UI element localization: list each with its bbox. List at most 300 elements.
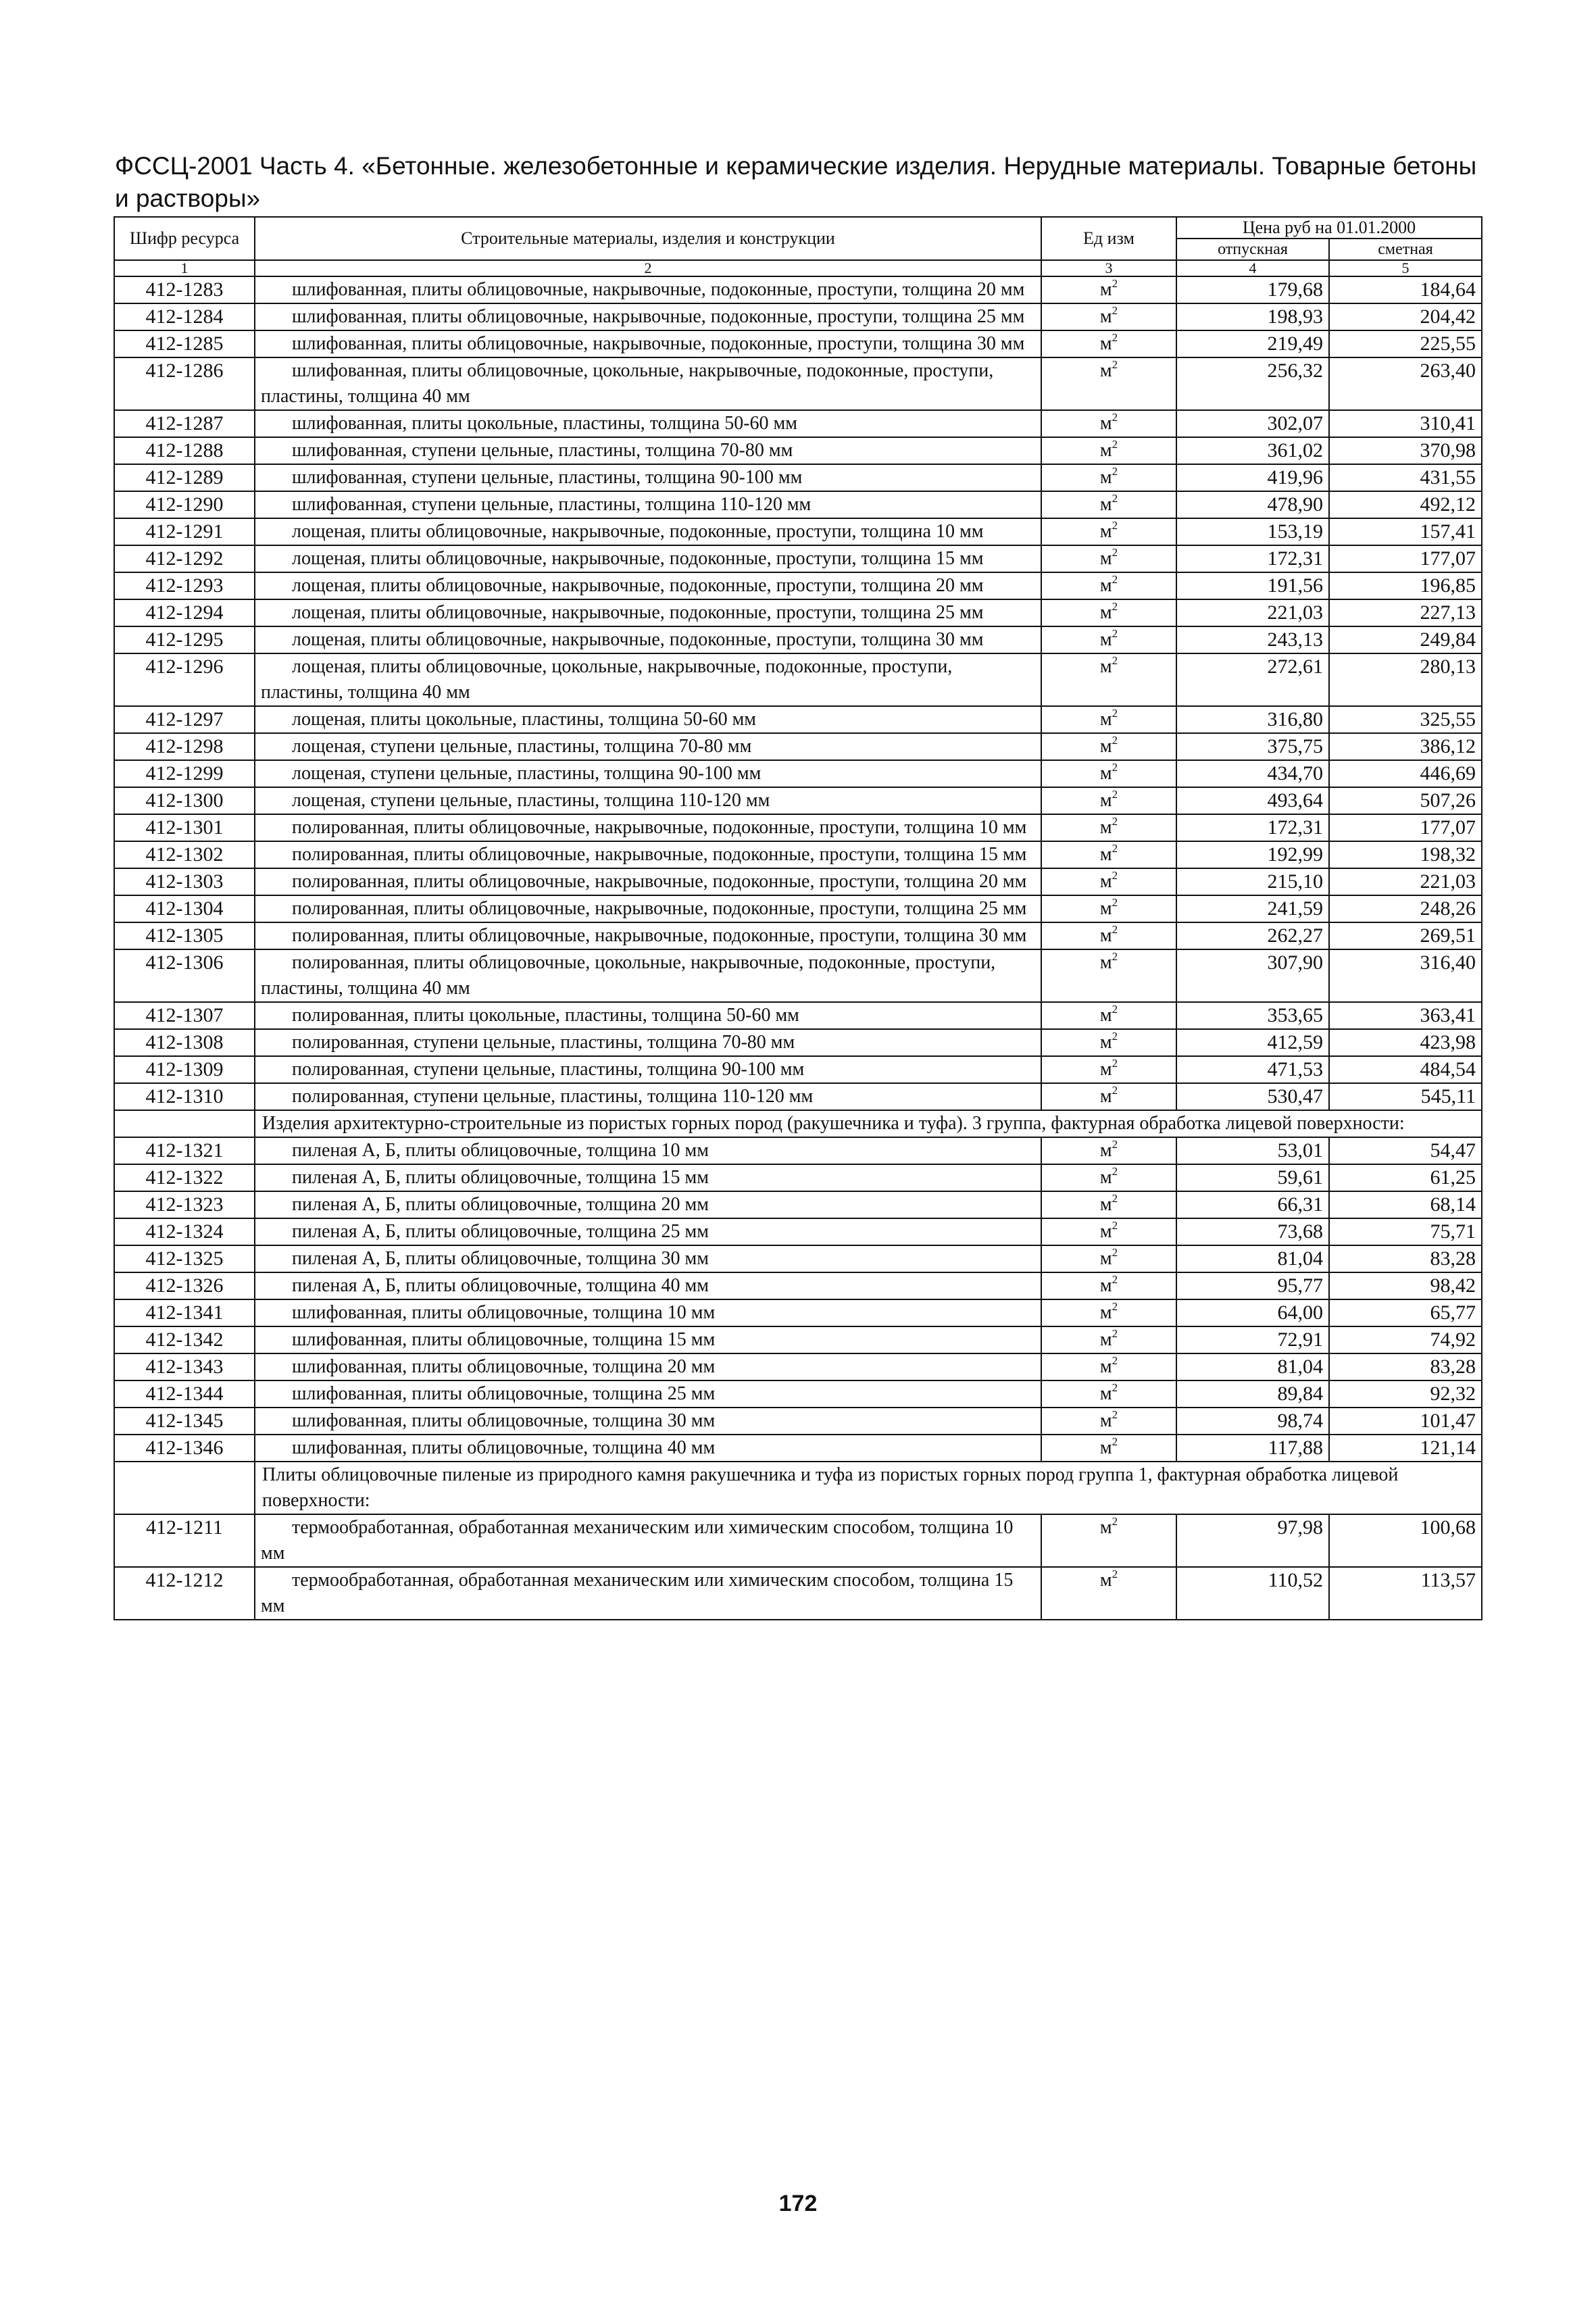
material-name: шлифованная, плиты облицовочные, толщина 10 мм (255, 1299, 1041, 1326)
unit-cell (1041, 1191, 1176, 1218)
unit-symbol: м (1099, 521, 1112, 542)
unit-symbol: м (1099, 1086, 1112, 1107)
section-code-cell (114, 1110, 255, 1137)
table-row (114, 491, 1482, 518)
resource-code: 412-1307 (114, 1002, 255, 1029)
table-row (114, 1272, 1482, 1299)
price-estimate: 74,92 (1329, 1326, 1482, 1353)
table-row (114, 1164, 1482, 1191)
unit-symbol: м (1099, 1167, 1112, 1188)
price-estimate: 68,14 (1329, 1191, 1482, 1218)
column-number: 4 (1176, 260, 1329, 276)
price-release: 53,01 (1176, 1137, 1329, 1164)
unit-exponent: 2 (1112, 1056, 1118, 1070)
unit-cell (1041, 1326, 1176, 1353)
unit-exponent: 2 (1112, 1083, 1118, 1097)
table-row (114, 464, 1482, 491)
column-numbers-row (114, 260, 1482, 276)
table-row (114, 1326, 1482, 1353)
price-estimate: 184,64 (1329, 276, 1482, 303)
unit-cell (1041, 572, 1176, 599)
price-estimate: 386,12 (1329, 733, 1482, 760)
material-name: лощеная, ступени цельные, пластины, толщина 90-100 мм (255, 760, 1041, 787)
price-estimate: 269,51 (1329, 922, 1482, 949)
column-number: 2 (255, 260, 1041, 276)
material-name: полированная, плиты облицовочные, цокольные, накрывочные, подоконные, проступи, пластины, толщина 40 мм (255, 949, 1041, 1002)
unit-exponent: 2 (1112, 760, 1118, 774)
table-row (114, 760, 1482, 787)
material-name: лощеная, ступени цельные, пластины, толщина 70-80 мм (255, 733, 1041, 760)
resource-code: 412-1287 (114, 410, 255, 437)
header-price-release: отпускная (1176, 239, 1329, 260)
unit-cell (1041, 653, 1176, 706)
unit-exponent: 2 (1112, 1380, 1118, 1394)
resource-code: 412-1283 (114, 276, 255, 303)
resource-code: 412-1345 (114, 1408, 255, 1435)
section-row (114, 1110, 1482, 1137)
price-estimate: 221,03 (1329, 868, 1482, 895)
price-release: 302,07 (1176, 410, 1329, 437)
resource-code: 412-1291 (114, 518, 255, 545)
material-name: лощеная, плиты облицовочные, накрывочные, подоконные, проступи, толщина 15 мм (255, 545, 1041, 572)
unit-exponent: 2 (1112, 491, 1118, 505)
unit-exponent: 2 (1112, 572, 1118, 586)
header-unit: Ед изм (1041, 217, 1176, 260)
price-release: 241,59 (1176, 895, 1329, 922)
material-name: полированная, ступени цельные, пластины, толщина 90-100 мм (255, 1056, 1041, 1083)
material-name: лощеная, плиты облицовочные, цокольные, накрывочные, подоконные, проступи, пластины, толщина 40 мм (255, 653, 1041, 706)
resource-code: 412-1321 (114, 1137, 255, 1164)
table-row (114, 1245, 1482, 1272)
resource-code: 412-1288 (114, 437, 255, 464)
price-release: 192,99 (1176, 841, 1329, 868)
price-estimate: 249,84 (1329, 626, 1482, 653)
price-release: 64,00 (1176, 1299, 1329, 1326)
price-estimate: 121,14 (1329, 1435, 1482, 1462)
unit-symbol: м (1099, 279, 1112, 300)
unit-symbol: м (1099, 925, 1112, 946)
price-estimate: 113,57 (1329, 1567, 1482, 1620)
resource-code: 412-1323 (114, 1191, 255, 1218)
price-table (114, 216, 1482, 1620)
header-code: Шифр ресурса (114, 217, 255, 260)
unit-exponent: 2 (1112, 1029, 1118, 1043)
table-row (114, 733, 1482, 760)
unit-exponent: 2 (1112, 1191, 1118, 1205)
table-row (114, 330, 1482, 357)
resource-code: 412-1306 (114, 949, 255, 1002)
price-estimate: 423,98 (1329, 1029, 1482, 1056)
material-name: полированная, ступени цельные, пластины, толщина 110-120 мм (255, 1083, 1041, 1110)
resource-code: 412-1212 (114, 1567, 255, 1620)
table-row (114, 545, 1482, 572)
material-name: лощеная, плиты облицовочные, накрывочные, подоконные, проступи, толщина 10 мм (255, 518, 1041, 545)
unit-cell (1041, 276, 1176, 303)
material-name: шлифованная, плиты цокольные, пластины, толщина 50-60 мм (255, 410, 1041, 437)
table-row (114, 303, 1482, 330)
price-estimate: 196,85 (1329, 572, 1482, 599)
unit-cell (1041, 895, 1176, 922)
price-estimate: 263,40 (1329, 357, 1482, 410)
material-name: шлифованная, плиты облицовочные, цокольные, накрывочные, подоконные, проступи, пластины, толщина 40 мм (255, 357, 1041, 410)
price-release: 81,04 (1176, 1353, 1329, 1380)
material-name: пиленая А, Б, плиты облицовочные, толщина 30 мм (255, 1245, 1041, 1272)
material-name: лощеная, плиты цокольные, пластины, толщина 50-60 мм (255, 706, 1041, 733)
price-estimate: 177,07 (1329, 545, 1482, 572)
table-row (114, 1567, 1482, 1620)
price-release: 215,10 (1176, 868, 1329, 895)
unit-exponent: 2 (1112, 1002, 1118, 1016)
price-estimate: 83,28 (1329, 1353, 1482, 1380)
table-row (114, 868, 1482, 895)
resource-code: 412-1290 (114, 491, 255, 518)
unit-exponent: 2 (1112, 599, 1118, 613)
price-estimate: 507,26 (1329, 787, 1482, 814)
price-release: 307,90 (1176, 949, 1329, 1002)
unit-cell (1041, 1029, 1176, 1056)
resource-code: 412-1284 (114, 303, 255, 330)
table-row (114, 1408, 1482, 1435)
price-release: 412,59 (1176, 1029, 1329, 1056)
price-release: 172,31 (1176, 814, 1329, 841)
price-estimate: 545,11 (1329, 1083, 1482, 1110)
price-release: 81,04 (1176, 1245, 1329, 1272)
resource-code: 412-1326 (114, 1272, 255, 1299)
price-release: 256,32 (1176, 357, 1329, 410)
price-estimate: 75,71 (1329, 1218, 1482, 1245)
unit-symbol: м (1099, 629, 1112, 650)
unit-exponent: 2 (1112, 437, 1118, 451)
unit-symbol: м (1099, 333, 1112, 354)
price-estimate: 248,26 (1329, 895, 1482, 922)
unit-symbol: м (1099, 413, 1112, 434)
unit-cell (1041, 814, 1176, 841)
header-name: Строительные материалы, изделия и конструкции (255, 217, 1041, 260)
material-name: пиленая А, Б, плиты облицовочные, толщина 20 мм (255, 1191, 1041, 1218)
unit-cell (1041, 1083, 1176, 1110)
unit-exponent: 2 (1112, 1514, 1118, 1528)
resource-code: 412-1322 (114, 1164, 255, 1191)
material-name: шлифованная, ступени цельные, пластины, толщина 90-100 мм (255, 464, 1041, 491)
table-row (114, 1353, 1482, 1380)
material-name: пиленая А, Б, плиты облицовочные, толщина 15 мм (255, 1164, 1041, 1191)
table-row (114, 1029, 1482, 1056)
price-estimate: 316,40 (1329, 949, 1482, 1002)
resource-code: 412-1293 (114, 572, 255, 599)
price-release: 243,13 (1176, 626, 1329, 653)
table-row (114, 949, 1482, 1002)
unit-exponent: 2 (1112, 464, 1118, 478)
material-name: лощеная, плиты облицовочные, накрывочные, подоконные, проступи, толщина 20 мм (255, 572, 1041, 599)
resource-code: 412-1309 (114, 1056, 255, 1083)
resource-code: 412-1301 (114, 814, 255, 841)
unit-cell (1041, 1245, 1176, 1272)
column-number: 5 (1329, 260, 1482, 276)
unit-exponent: 2 (1112, 276, 1118, 290)
price-release: 72,91 (1176, 1326, 1329, 1353)
unit-cell (1041, 1272, 1176, 1299)
resource-code: 412-1304 (114, 895, 255, 922)
unit-symbol: м (1099, 1194, 1112, 1215)
unit-exponent: 2 (1112, 787, 1118, 801)
unit-exponent: 2 (1112, 653, 1118, 667)
price-estimate: 484,54 (1329, 1056, 1482, 1083)
material-name: полированная, плиты облицовочные, накрывочные, подоконные, проступи, толщина 10 мм (255, 814, 1041, 841)
unit-symbol: м (1099, 1275, 1112, 1296)
price-release: 221,03 (1176, 599, 1329, 626)
unit-cell (1041, 922, 1176, 949)
header-price: Цена руб на 01.01.2000 (1176, 217, 1482, 239)
table-row (114, 653, 1482, 706)
unit-exponent: 2 (1112, 1408, 1118, 1421)
price-release: 73,68 (1176, 1218, 1329, 1245)
price-release: 478,90 (1176, 491, 1329, 518)
unit-symbol: м (1099, 844, 1112, 865)
unit-exponent: 2 (1112, 357, 1118, 371)
resource-code: 412-1296 (114, 653, 255, 706)
price-release: 434,70 (1176, 760, 1329, 787)
header-price-estimate: сметная (1329, 239, 1482, 260)
unit-exponent: 2 (1112, 706, 1118, 720)
resource-code: 412-1286 (114, 357, 255, 410)
price-release: 97,98 (1176, 1514, 1329, 1567)
price-estimate: 492,12 (1329, 491, 1482, 518)
resource-code: 412-1343 (114, 1353, 255, 1380)
unit-symbol: м (1099, 1437, 1112, 1458)
table-row (114, 787, 1482, 814)
price-release: 198,93 (1176, 303, 1329, 330)
unit-cell (1041, 949, 1176, 1002)
resource-code: 412-1341 (114, 1299, 255, 1326)
unit-exponent: 2 (1112, 518, 1118, 532)
material-name: пиленая А, Б, плиты облицовочные, толщина 25 мм (255, 1218, 1041, 1245)
unit-cell (1041, 437, 1176, 464)
price-estimate: 363,41 (1329, 1002, 1482, 1029)
table-row (114, 1435, 1482, 1462)
material-name: шлифованная, ступени цельные, пластины, толщина 70-80 мм (255, 437, 1041, 464)
unit-cell (1041, 545, 1176, 572)
price-estimate: 92,32 (1329, 1380, 1482, 1408)
unit-symbol: м (1099, 1221, 1112, 1242)
section-title: Изделия архитектурно-строительные из пористых горных пород (ракушечника и туфа). 3 группа, фактурная обработка лицевой поверхности: (255, 1110, 1482, 1137)
unit-cell (1041, 1056, 1176, 1083)
unit-symbol: м (1099, 952, 1112, 973)
material-name: шлифованная, ступени цельные, пластины, толщина 110-120 мм (255, 491, 1041, 518)
material-name: пиленая А, Б, плиты облицовочные, толщина 10 мм (255, 1137, 1041, 1164)
unit-symbol: м (1099, 1383, 1112, 1404)
material-name: шлифованная, плиты облицовочные, накрывочные, подоконные, проступи, толщина 30 мм (255, 330, 1041, 357)
resource-code: 412-1300 (114, 787, 255, 814)
price-release: 66,31 (1176, 1191, 1329, 1218)
resource-code: 412-1325 (114, 1245, 255, 1272)
material-name: полированная, плиты цокольные, пластины, толщина 50-60 мм (255, 1002, 1041, 1029)
price-release: 219,49 (1176, 330, 1329, 357)
table-row (114, 437, 1482, 464)
unit-cell (1041, 357, 1176, 410)
table-row (114, 1218, 1482, 1245)
resource-code: 412-1305 (114, 922, 255, 949)
unit-cell (1041, 491, 1176, 518)
unit-symbol: м (1099, 1517, 1112, 1538)
unit-cell (1041, 787, 1176, 814)
table-row (114, 357, 1482, 410)
price-release: 361,02 (1176, 437, 1329, 464)
document-title: ФССЦ-2001 Часть 4. «Бетонные. железобетонные и керамические изделия. Нерудные материалы. Товарные бетоны и растворы» (115, 152, 1477, 212)
table-row (114, 895, 1482, 922)
unit-exponent: 2 (1112, 1272, 1118, 1286)
unit-exponent: 2 (1112, 1218, 1118, 1232)
unit-cell (1041, 1218, 1176, 1245)
table-row (114, 1083, 1482, 1110)
price-release: 530,47 (1176, 1083, 1329, 1110)
table-row (114, 1056, 1482, 1083)
resource-code: 412-1298 (114, 733, 255, 760)
resource-code: 412-1324 (114, 1218, 255, 1245)
unit-cell (1041, 733, 1176, 760)
unit-exponent: 2 (1112, 303, 1118, 317)
unit-exponent: 2 (1112, 1326, 1118, 1340)
table-row (114, 599, 1482, 626)
unit-exponent: 2 (1112, 1353, 1118, 1367)
unit-cell (1041, 1002, 1176, 1029)
unit-symbol: м (1099, 817, 1112, 838)
unit-symbol: м (1099, 1356, 1112, 1377)
unit-symbol: м (1099, 467, 1112, 488)
unit-symbol: м (1099, 790, 1112, 811)
unit-exponent: 2 (1112, 895, 1118, 909)
unit-exponent: 2 (1112, 410, 1118, 424)
unit-symbol: м (1099, 763, 1112, 784)
table-row (114, 518, 1482, 545)
unit-symbol: м (1099, 306, 1112, 327)
price-estimate: 177,07 (1329, 814, 1482, 841)
material-name: полированная, плиты облицовочные, накрывочные, подоконные, проступи, толщина 30 мм (255, 922, 1041, 949)
table-row (114, 1191, 1482, 1218)
resource-code: 412-1297 (114, 706, 255, 733)
price-estimate: 100,68 (1329, 1514, 1482, 1567)
price-release: 117,88 (1176, 1435, 1329, 1462)
unit-symbol: м (1099, 656, 1112, 677)
material-name: шлифованная, плиты облицовочные, накрывочные, подоконные, проступи, толщина 20 мм (255, 276, 1041, 303)
unit-cell (1041, 1137, 1176, 1164)
table-row (114, 572, 1482, 599)
column-number: 1 (114, 260, 255, 276)
unit-symbol: м (1099, 575, 1112, 596)
table-row (114, 626, 1482, 653)
unit-symbol: м (1099, 1302, 1112, 1323)
price-estimate: 204,42 (1329, 303, 1482, 330)
material-name: полированная, плиты облицовочные, накрывочные, подоконные, проступи, толщина 15 мм (255, 841, 1041, 868)
unit-exponent: 2 (1112, 330, 1118, 344)
resource-code: 412-1285 (114, 330, 255, 357)
price-release: 191,56 (1176, 572, 1329, 599)
unit-cell (1041, 464, 1176, 491)
material-name: полированная, ступени цельные, пластины, толщина 70-80 мм (255, 1029, 1041, 1056)
unit-exponent: 2 (1112, 1164, 1118, 1178)
unit-symbol: м (1099, 1329, 1112, 1350)
unit-cell (1041, 841, 1176, 868)
price-estimate: 446,69 (1329, 760, 1482, 787)
material-name: полированная, плиты облицовочные, накрывочные, подоконные, проступи, толщина 25 мм (255, 895, 1041, 922)
resource-code: 412-1292 (114, 545, 255, 572)
material-name: шлифованная, плиты облицовочные, толщина 40 мм (255, 1435, 1041, 1462)
unit-exponent: 2 (1112, 1245, 1118, 1259)
unit-exponent: 2 (1112, 949, 1118, 963)
price-release: 419,96 (1176, 464, 1329, 491)
table-row (114, 1380, 1482, 1408)
table-row (114, 1002, 1482, 1029)
price-release: 89,84 (1176, 1380, 1329, 1408)
unit-symbol: м (1099, 736, 1112, 757)
material-name: шлифованная, плиты облицовочные, толщина 20 мм (255, 1353, 1041, 1380)
resource-code: 412-1295 (114, 626, 255, 653)
unit-symbol: м (1099, 1410, 1112, 1431)
table-body (114, 276, 1482, 1620)
price-estimate: 54,47 (1329, 1137, 1482, 1164)
material-name: термообработанная, обработанная механическим или химическим способом, толщина 10 мм (255, 1514, 1041, 1567)
price-estimate: 65,77 (1329, 1299, 1482, 1326)
material-name: лощеная, ступени цельные, пластины, толщина 110-120 мм (255, 787, 1041, 814)
unit-cell (1041, 706, 1176, 733)
table-row (114, 814, 1482, 841)
unit-symbol: м (1099, 709, 1112, 730)
price-estimate: 198,32 (1329, 841, 1482, 868)
unit-cell (1041, 868, 1176, 895)
price-estimate: 431,55 (1329, 464, 1482, 491)
price-estimate: 61,25 (1329, 1164, 1482, 1191)
section-title: Плиты облицовочные пиленые из природного камня ракушечника и туфа из пористых горных пород группа 1, фактурная обработка лицевой поверхности: (255, 1462, 1482, 1514)
price-estimate: 227,13 (1329, 599, 1482, 626)
price-release: 375,75 (1176, 733, 1329, 760)
unit-symbol: м (1099, 494, 1112, 515)
unit-cell (1041, 330, 1176, 357)
unit-symbol: м (1099, 548, 1112, 569)
price-estimate: 157,41 (1329, 518, 1482, 545)
price-release: 471,53 (1176, 1056, 1329, 1083)
material-name: лощеная, плиты облицовочные, накрывочные, подоконные, проступи, толщина 25 мм (255, 599, 1041, 626)
price-release: 272,61 (1176, 653, 1329, 706)
table-row (114, 410, 1482, 437)
unit-symbol: м (1099, 1059, 1112, 1080)
resource-code: 412-1294 (114, 599, 255, 626)
price-estimate: 225,55 (1329, 330, 1482, 357)
unit-symbol: м (1099, 1140, 1112, 1161)
unit-exponent: 2 (1112, 1567, 1118, 1580)
unit-cell (1041, 1353, 1176, 1380)
price-release: 98,74 (1176, 1408, 1329, 1435)
unit-cell (1041, 1567, 1176, 1620)
unit-exponent: 2 (1112, 1435, 1118, 1448)
section-row (114, 1462, 1482, 1514)
unit-symbol: м (1099, 1248, 1112, 1269)
price-estimate: 83,28 (1329, 1245, 1482, 1272)
material-name: пиленая А, Б, плиты облицовочные, толщина 40 мм (255, 1272, 1041, 1299)
material-name: полированная, плиты облицовочные, накрывочные, подоконные, проступи, толщина 20 мм (255, 868, 1041, 895)
unit-cell (1041, 760, 1176, 787)
unit-cell (1041, 303, 1176, 330)
unit-exponent: 2 (1112, 841, 1118, 855)
unit-cell (1041, 518, 1176, 545)
price-release: 59,61 (1176, 1164, 1329, 1191)
unit-symbol: м (1099, 898, 1112, 919)
unit-cell (1041, 599, 1176, 626)
material-name: шлифованная, плиты облицовочные, толщина 30 мм (255, 1408, 1041, 1435)
resource-code: 412-1346 (114, 1435, 255, 1462)
material-name: шлифованная, плиты облицовочные, толщина 15 мм (255, 1326, 1041, 1353)
unit-symbol: м (1099, 1005, 1112, 1026)
price-release: 110,52 (1176, 1567, 1329, 1620)
table-row (114, 841, 1482, 868)
